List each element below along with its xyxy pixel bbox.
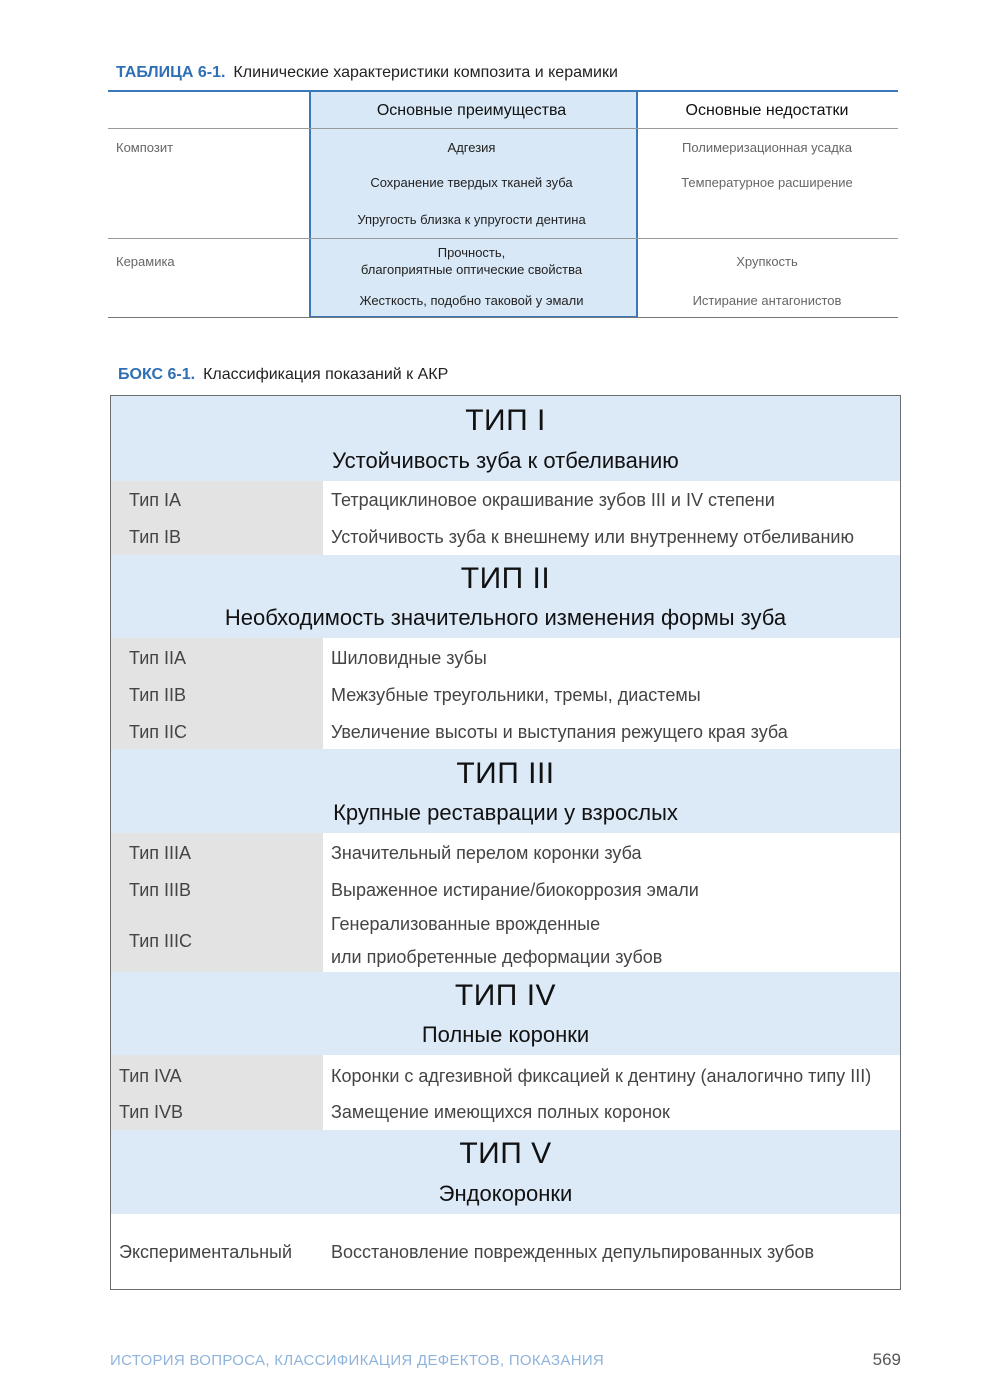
table-header-rule [108,128,898,129]
table-row-rule [108,238,898,239]
type-code: Тип IIIC [129,931,193,951]
type-code: Тип IIIB [129,880,192,900]
type-title: ТИП IV [454,979,557,1012]
type-subtitle: Устойчивость зуба к отбеливанию [332,448,679,473]
type-description: Значительный перелом коронки зуба [331,843,642,863]
box-title: Классификация показаний к АКР [203,366,449,383]
type-description: или приобретенные деформации зубов [331,947,663,967]
row-label-ceramics: Керамика [116,254,175,269]
advantage-item: Сохранение твердых тканей зуба [370,175,573,190]
row-label-composite: Композит [116,140,174,155]
type-title: ТИП V [459,1137,552,1170]
type-code: Тип IB [129,527,182,547]
type-description: Шиловидные зубы [331,648,487,668]
type-code: Тип IVB [119,1102,184,1122]
disadvantage-item: Температурное расширение [681,175,853,190]
type-description: Генерализованные врожденные [331,914,601,934]
type-code: Тип IA [129,490,182,510]
header-advantages: Основные преимущества [376,102,567,119]
type-title: ТИП III [456,757,555,790]
type-description: Увеличение высоты и выступания режущего края зуба [331,722,788,742]
running-head: ИСТОРИЯ ВОПРОСА, КЛАССИФИКАЦИЯ ДЕФЕКТОВ, ПОКАЗАНИЯ [110,1352,605,1369]
advantage-item: Адгезия [447,140,496,155]
table-bottom-rule [108,317,898,318]
box-6-1 [110,395,901,1290]
type-code: Тип IIIA [129,843,192,863]
page-number: 569 [872,1350,901,1369]
type-title: ТИП II [460,562,551,595]
type-subtitle: Крупные реставрации у взрослых [333,800,678,825]
advantage-item: Прочность, [437,245,506,260]
type-description: Замещение имеющихся полных коронок [331,1102,670,1122]
type-description: Коронки с адгезивной фиксацией к дентину (аналогично типу III) [331,1066,872,1086]
type-description: Устойчивость зуба к внешнему или внутреннему отбеливанию [331,527,854,547]
disadvantage-item: Истирание антагонистов [692,293,842,308]
type-subtitle: Необходимость значительного изменения формы зуба [224,605,787,630]
type-code: Тип IIA [129,648,187,668]
box-number: БОКС 6-1. [118,366,196,383]
table-number: ТАБЛИЦА 6-1. [116,64,226,81]
advantages-column-highlight [309,92,638,318]
type-description: Тетрациклиновое окрашивание зубов III и IV степени [331,490,775,510]
type-description: Межзубные треугольники, тремы, диастемы [331,685,701,705]
type-title: ТИП I [465,404,546,437]
table-title: Клинические характеристики композита и керамики [233,64,618,81]
disadvantage-item: Хрупкость [736,254,798,269]
type-code: Тип IIC [129,722,188,742]
header-disadvantages: Основные недостатки [685,102,849,119]
type-description: Восстановление поврежденных депульпированных зубов [331,1242,815,1262]
table-6-1 [108,90,898,318]
disadvantage-item: Полимеризационная усадка [681,140,853,155]
table-caption [116,64,916,82]
type-code: Тип IIB [129,685,187,705]
table-top-rule [108,90,898,92]
type-subtitle: Полные коронки [421,1022,590,1047]
box-caption [118,366,918,384]
advantage-item: Жесткость, подобно таковой у эмали [359,293,584,308]
type-code: Экспериментальный [119,1242,293,1262]
advantage-item: Упругость близка к упругости дентина [357,212,586,227]
type-subtitle: Эндокоронки [438,1181,573,1206]
advantage-item: благоприятные оптические свойства [360,262,583,277]
type-code: Тип IVA [119,1066,182,1086]
type-description: Выраженное истирание/биокоррозия эмали [331,880,699,900]
